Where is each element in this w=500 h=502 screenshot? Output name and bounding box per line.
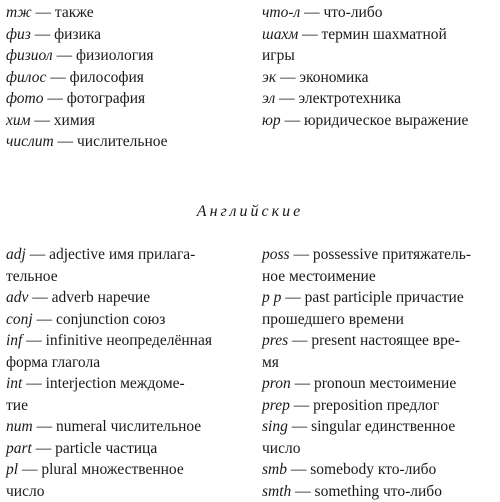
abbreviation-entry — [262, 459, 498, 481]
abbreviation-definition: — физика — [35, 26, 101, 43]
abbreviation-definition: — infinitive неопределённая — [26, 332, 212, 349]
abbreviation-term: эк — [262, 69, 276, 86]
abbreviation-definition: — электротехника — [279, 90, 401, 107]
abbreviation-definition: — something что-либо — [295, 483, 442, 500]
abbreviation-definition: — present настоящее вре- — [292, 332, 460, 349]
abbreviation-term: pron — [262, 375, 291, 392]
abbreviation-term: part — [6, 440, 32, 457]
abbreviation-entry — [262, 88, 498, 110]
abbreviation-entry — [6, 110, 246, 132]
abbreviation-definition: — numeral числительное — [37, 418, 202, 435]
abbreviation-entry — [6, 330, 254, 352]
abbreviation-term: p p — [262, 289, 281, 306]
abbreviation-term: что-л — [262, 4, 300, 21]
abbreviation-entry — [262, 481, 498, 502]
abbreviation-term: conj — [6, 311, 33, 328]
abbreviation-definition: — числительное — [58, 133, 168, 150]
abbreviation-term: филос — [6, 69, 46, 86]
list-russian-abbreviations-right — [262, 2, 498, 131]
abbreviation-definition: — философия — [50, 69, 144, 86]
abbreviation-definition-continuation: число — [6, 481, 254, 502]
abbreviation-entry — [6, 24, 246, 46]
abbreviation-entry — [6, 45, 246, 67]
abbreviation-entry — [6, 416, 254, 438]
abbreviation-definition: — conjunction союз — [37, 311, 166, 328]
abbreviation-term: числит — [6, 133, 54, 150]
abbreviation-entry — [6, 309, 254, 331]
abbreviation-term: poss — [262, 246, 290, 263]
abbreviation-definition: — химия — [34, 112, 95, 129]
abbreviation-entry — [262, 287, 498, 309]
abbreviation-definition: — plural множественное — [22, 461, 184, 478]
abbreviation-entry — [262, 67, 498, 89]
abbreviation-definition-continuation: число — [262, 438, 498, 460]
abbreviation-term: хим — [6, 112, 31, 129]
abbreviation-definition-continuation: мя — [262, 352, 498, 374]
abbreviation-term: smth — [262, 483, 291, 500]
abbreviation-term: adj — [6, 246, 26, 263]
list-russian-abbreviations-left — [6, 2, 246, 153]
list-english-abbreviations-left — [6, 244, 254, 502]
abbreviation-definition: — физиология — [57, 47, 154, 64]
abbreviation-term: эл — [262, 90, 275, 107]
abbreviation-entry — [262, 110, 498, 132]
abbreviation-entry — [6, 2, 246, 24]
abbreviation-entry — [6, 88, 246, 110]
abbreviation-definition-continuation: прошедшего времени — [262, 309, 498, 331]
abbreviation-entry — [6, 67, 246, 89]
abbreviation-entry — [262, 330, 498, 352]
abbreviation-definition: — adverb наречие — [32, 289, 150, 306]
abbreviation-definition-continuation: тельное — [6, 266, 254, 288]
abbreviation-definition: — adjective имя прилага- — [30, 246, 196, 263]
section-heading-english: Английские — [0, 203, 500, 221]
abbreviation-definition: — фотография — [47, 90, 145, 107]
abbreviation-definition: — также — [36, 4, 94, 21]
abbreviation-entry — [262, 2, 498, 24]
abbreviation-definition: — pronoun местоимение — [295, 375, 457, 392]
abbreviation-definition: — possessive притяжатель- — [293, 246, 471, 263]
abbreviation-term: физиол — [6, 47, 53, 64]
abbreviation-entry — [262, 395, 498, 417]
abbreviation-term: тж — [6, 4, 32, 21]
abbreviation-definition: — somebody кто-либо — [291, 461, 436, 478]
abbreviation-entry — [262, 416, 498, 438]
abbreviation-definition: — singular единственное — [292, 418, 456, 435]
abbreviation-definition: — past participle причастие — [285, 289, 463, 306]
abbreviation-term: int — [6, 375, 22, 392]
abbreviation-entry — [6, 373, 254, 395]
abbreviation-definition-continuation: игры — [262, 45, 498, 67]
abbreviation-term: num — [6, 418, 33, 435]
abbreviation-entry — [6, 459, 254, 481]
abbreviation-term: шахм — [262, 26, 298, 43]
abbreviation-definition: — экономика — [280, 69, 369, 86]
abbreviation-entry — [6, 438, 254, 460]
abbreviation-definition: — что-либо — [304, 4, 382, 21]
abbreviation-term: smb — [262, 461, 287, 478]
abbreviation-term: prep — [262, 397, 290, 414]
abbreviation-term: adv — [6, 289, 28, 306]
abbreviation-entry — [262, 244, 498, 266]
abbreviation-term: pl — [6, 461, 18, 478]
abbreviation-term: юр — [262, 112, 281, 129]
abbreviation-term: inf — [6, 332, 22, 349]
abbreviation-term: sing — [262, 418, 288, 435]
abbreviation-entry — [262, 373, 498, 395]
abbreviation-definition: — particle частица — [36, 440, 158, 457]
list-english-abbreviations-right — [262, 244, 498, 502]
abbreviation-entry — [6, 287, 254, 309]
abbreviation-entry — [6, 244, 254, 266]
abbreviation-term: фото — [6, 90, 44, 107]
abbreviation-definition: — термин шахматной — [302, 26, 447, 43]
abbreviation-definition-continuation: форма глагола — [6, 352, 254, 374]
abbreviation-definition: — юридическое выражение — [285, 112, 469, 129]
abbreviation-entry — [262, 24, 498, 46]
abbreviation-definition-continuation: ное местоимение — [262, 266, 498, 288]
abbreviation-term: pres — [262, 332, 288, 349]
abbreviation-definition: — interjection междоме- — [26, 375, 184, 392]
abbreviation-definition: — preposition предлог — [294, 397, 439, 414]
abbreviation-definition-continuation: тие — [6, 395, 254, 417]
abbreviation-entry — [6, 131, 246, 153]
abbreviation-term: физ — [6, 26, 31, 43]
